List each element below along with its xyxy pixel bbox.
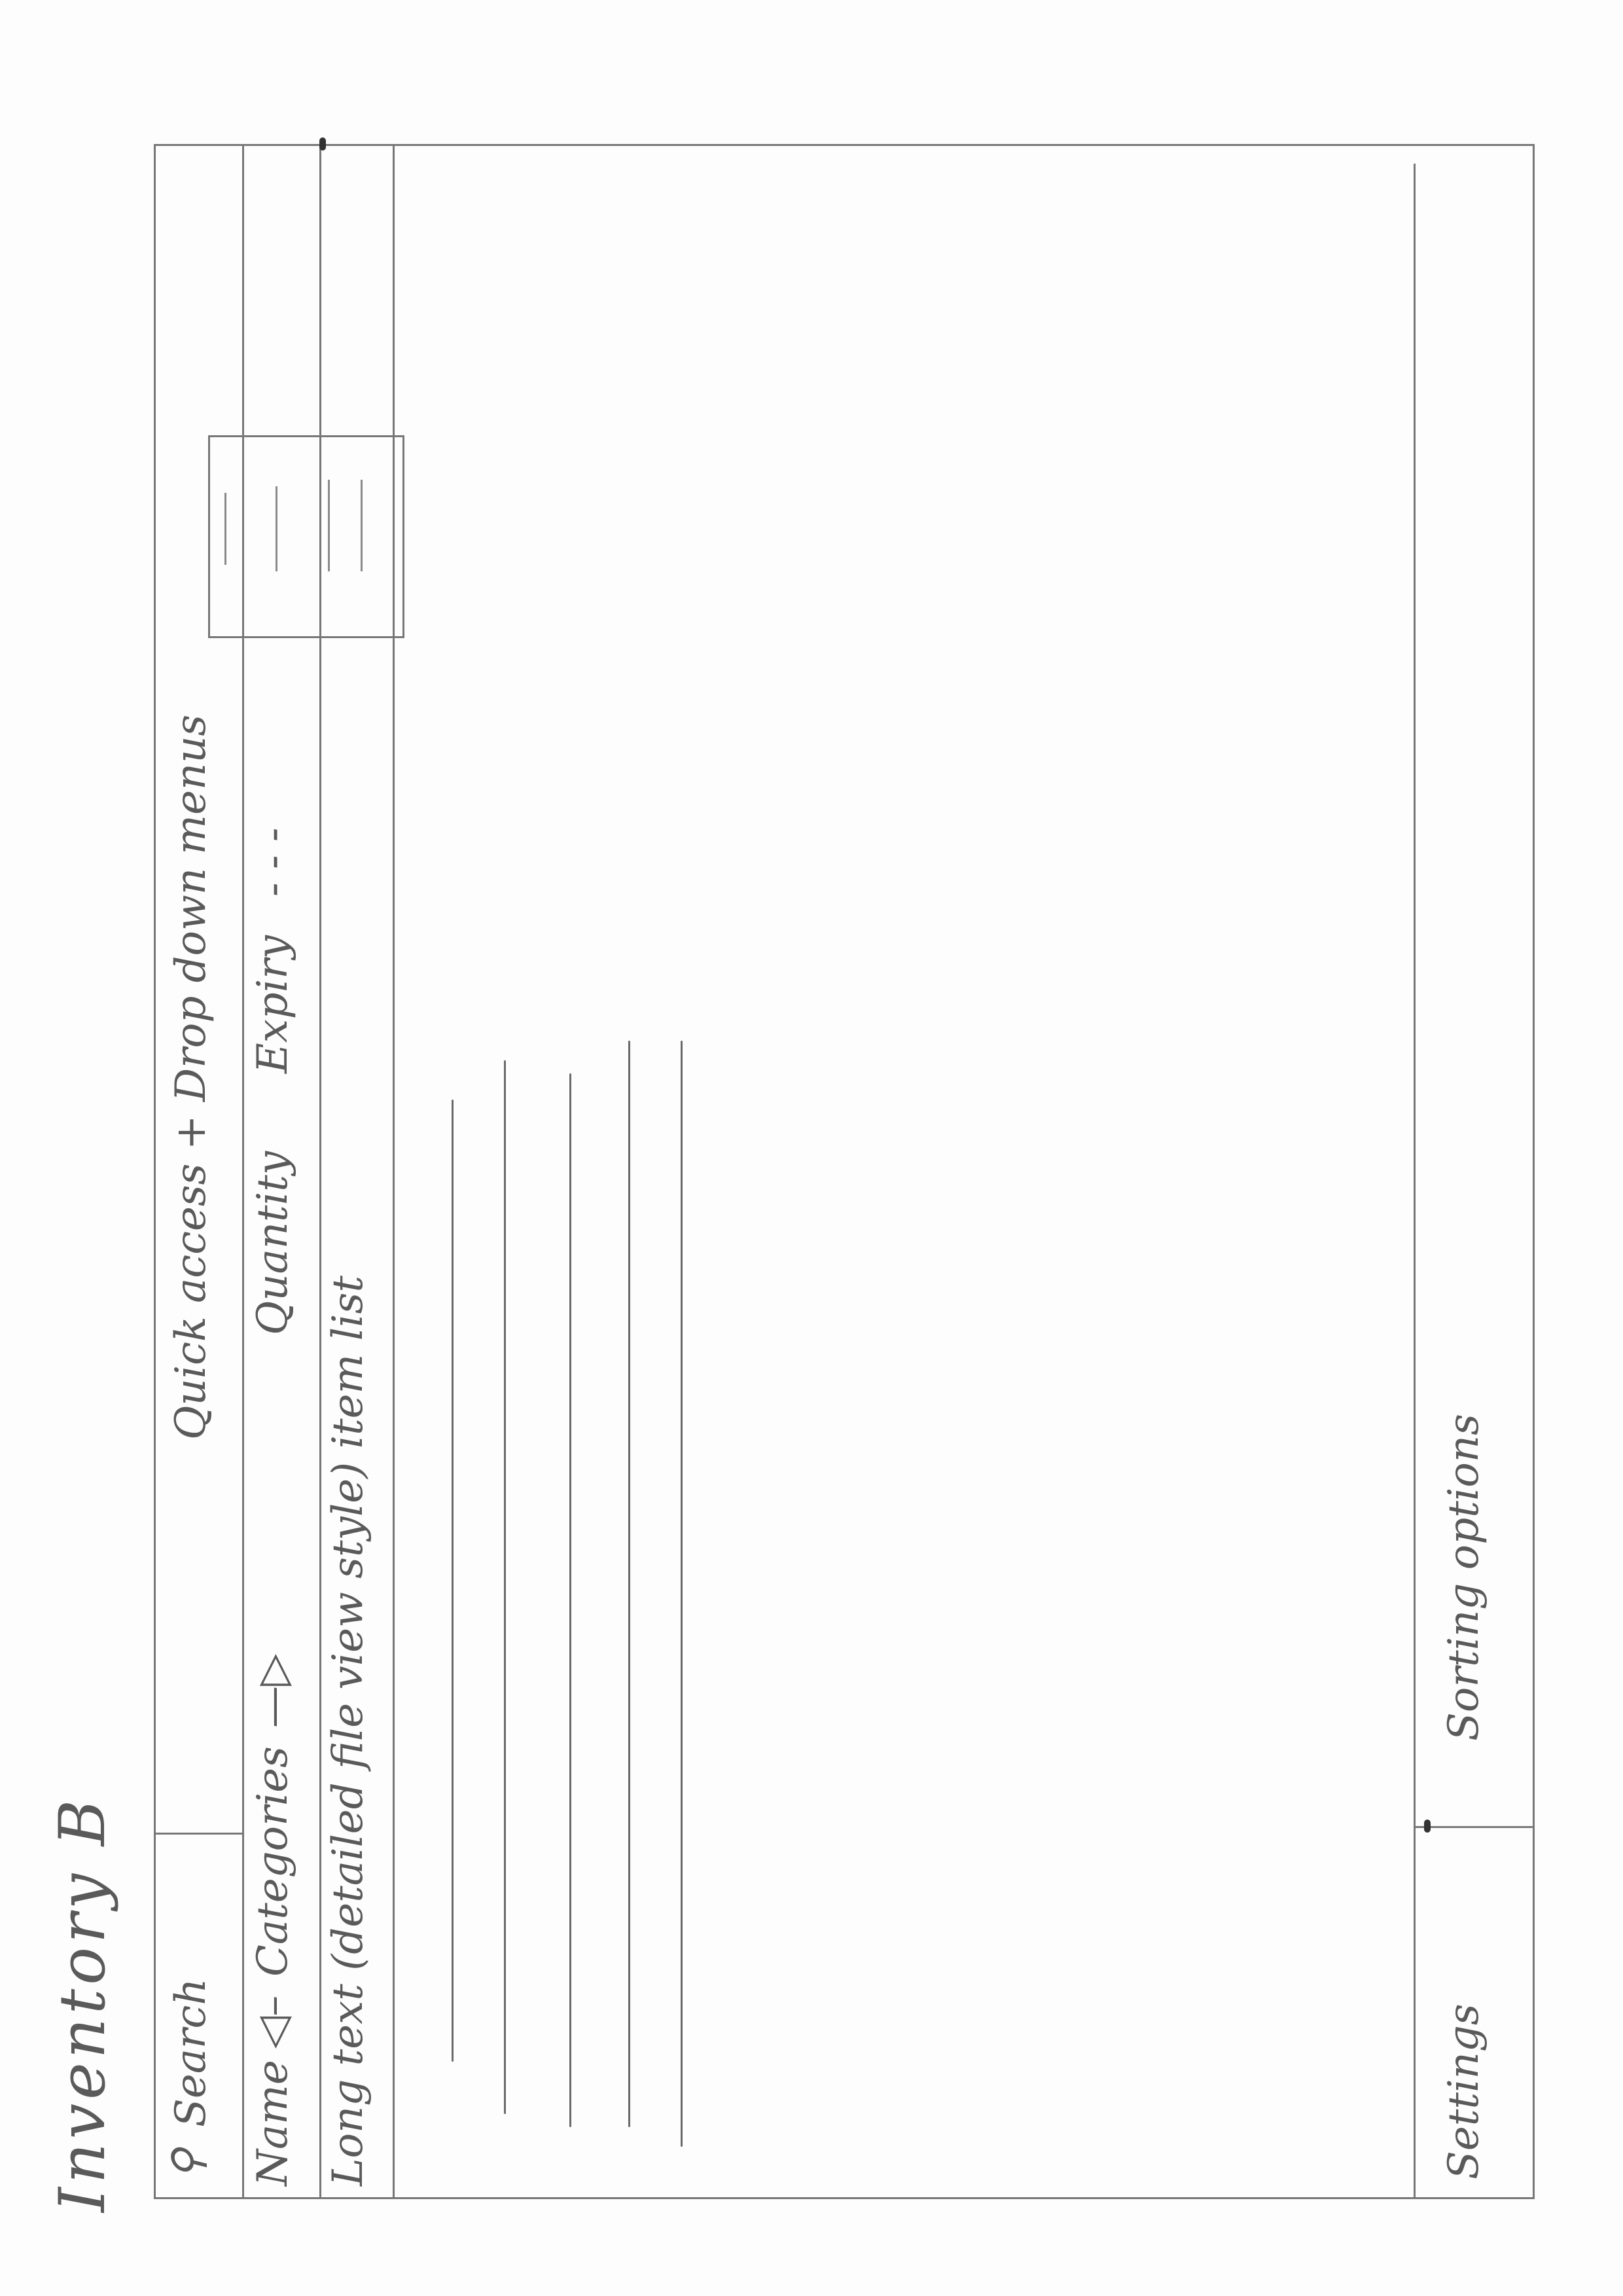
sort-arrow-right-icon: —▷ [249,1653,297,1728]
settings-button[interactable]: Settings [1440,2003,1488,2179]
search-icon: ⚲ [164,2149,212,2179]
list-item[interactable] [504,1060,506,2114]
column-expiry[interactable]: Expiry [249,935,297,1073]
footer-divider [1414,164,1416,2199]
dropdown-line [361,480,363,571]
sorting-options-button[interactable]: Sorting options [1440,1414,1488,1741]
header-marker-dot [319,137,326,151]
column-name[interactable]: Name [249,2060,297,2186]
list-description: Long text (detailed file view style) item list [324,1275,372,2186]
search-field-underline [154,1833,242,1835]
footer-separator-dot [1424,1820,1431,1833]
list-item[interactable] [681,1041,683,2147]
dropdown-line [224,493,226,565]
footer-separator [1414,1826,1535,1828]
list-item[interactable] [628,1041,630,2127]
column-categories[interactable]: Categories [249,1746,297,1977]
sort-arrow-left-icon: ◁– [249,1995,297,2049]
quick-access-label[interactable]: Quick access + Drop down menus [167,714,215,1440]
list-item[interactable] [452,1100,454,2062]
list-item[interactable] [569,1073,571,2127]
column-more[interactable]: - - - [249,827,297,897]
page-title: Inventory B [46,1795,119,2212]
dropdown-line [328,480,330,571]
dropdown-menu-icon[interactable] [208,435,404,638]
dropdown-line [276,486,277,571]
column-quantity[interactable]: Quantity [249,1151,297,1335]
search-label[interactable]: Search [167,1978,215,2127]
